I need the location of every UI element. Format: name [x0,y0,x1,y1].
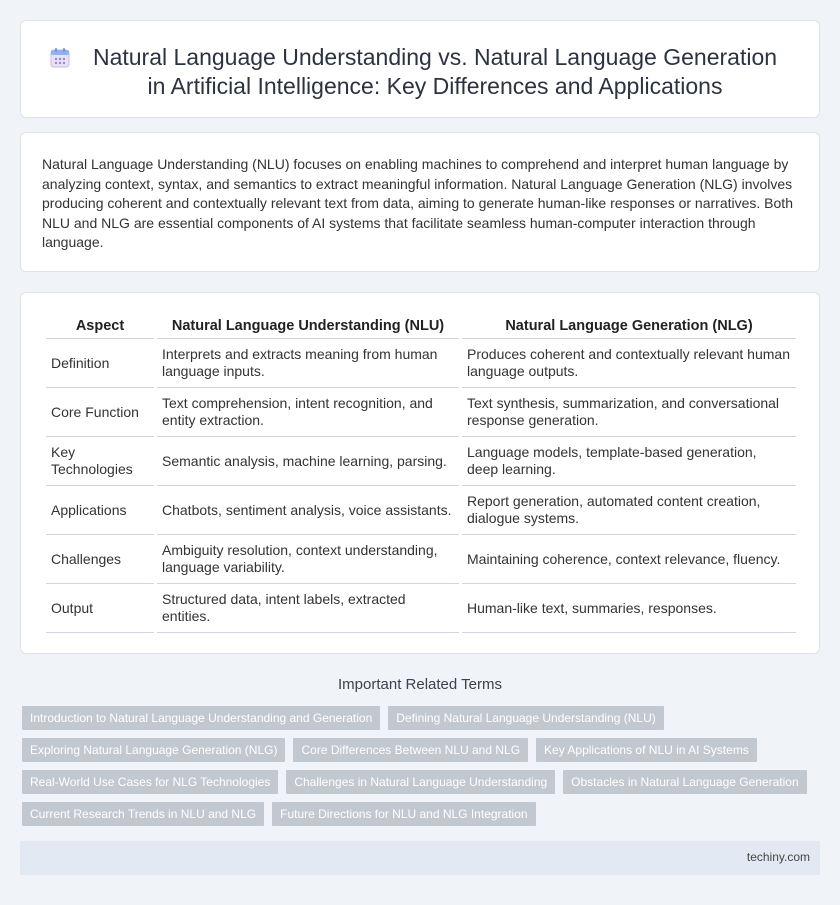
related-term-tag[interactable]: Current Research Trends in NLU and NLG [22,802,264,826]
table-row [46,437,796,486]
nlu-cell: Interprets and extracts meaning from human language inputs. [157,339,459,388]
related-term-tag[interactable]: Obstacles in Natural Language Generation [563,770,806,794]
related-term-tag[interactable]: Challenges in Natural Language Understanding [286,770,555,794]
comparison-card [20,292,820,654]
table-row [46,486,796,535]
header-nlu: Natural Language Understanding (NLU) [157,315,459,339]
related-term-tag[interactable]: Real-World Use Cases for NLG Technologies [22,770,278,794]
nlg-cell: Human-like text, summaries, responses. [462,584,796,633]
related-term-tag[interactable]: Defining Natural Language Understanding (NLU) [388,706,664,730]
footer-bar [20,841,820,875]
nlu-cell: Structured data, intent labels, extracted entities. [157,584,459,633]
table-row [46,388,796,437]
nlu-cell: Ambiguity resolution, context understanding, language variability. [157,535,459,584]
aspect-cell: Output [46,584,154,633]
aspect-cell: Definition [46,339,154,388]
footer-site-label: techiny.com [746,850,810,864]
related-term-tag[interactable]: Key Applications of NLU in AI Systems [536,738,757,762]
nlg-cell: Text synthesis, summarization, and conversational response generation. [462,388,796,437]
nlu-cell: Text comprehension, intent recognition, and entity extraction. [157,388,459,437]
aspect-cell: Applications [46,486,154,535]
nlg-cell: Language models, template-based generation, deep learning. [462,437,796,486]
intro-paragraph: Natural Language Understanding (NLU) focuses on enabling machines to comprehend and interpret human language by analyzing context, syntax, and semantics to extract meaningful information. Natural Language Generation (NLG) involves producing coherent and contextually relevant text from data, aiming to generate human-like responses or narratives. Both NLU and NLG are essential components of AI systems that facilitate seamless human-computer interaction through language. [42,156,793,251]
header-aspect: Aspect [46,315,154,339]
aspect-cell: Key Technologies [46,437,154,486]
nlu-cell: Semantic analysis, machine learning, parsing. [157,437,459,486]
header-nlg: Natural Language Generation (NLG) [462,315,796,339]
nlu-cell: Chatbots, sentiment analysis, voice assistants. [157,486,459,535]
tag-row [22,738,822,770]
related-terms-heading: Important Related Terms [338,676,502,693]
related-term-tag[interactable]: Introduction to Natural Language Understanding and Generation [22,706,380,730]
aspect-cell: Challenges [46,535,154,584]
related-term-tag[interactable]: Exploring Natural Language Generation (NLG) [22,738,285,762]
aspect-cell: Core Function [46,388,154,437]
page-title: Natural Language Understanding vs. Natural Language Generation in Artificial Intelligence: Key Differences and Applications [92,44,778,99]
table-header-row [46,315,796,339]
table-row [46,339,796,388]
nlg-cell: Report generation, automated content creation, dialogue systems. [462,486,796,535]
intro-card [20,132,820,272]
tag-row [22,770,822,802]
nlg-cell: Maintaining coherence, context relevance, fluency. [462,535,796,584]
nlg-cell: Produces coherent and contextually relevant human language outputs. [462,339,796,388]
comparison-table [43,315,799,633]
related-term-tag[interactable]: Core Differences Between NLU and NLG [293,738,528,762]
table-row [46,535,796,584]
related-terms-list [22,706,822,834]
table-row [46,584,796,633]
tag-row [22,706,822,738]
tag-row [22,802,822,834]
title-card [20,20,820,118]
related-term-tag[interactable]: Future Directions for NLU and NLG Integration [272,802,535,826]
